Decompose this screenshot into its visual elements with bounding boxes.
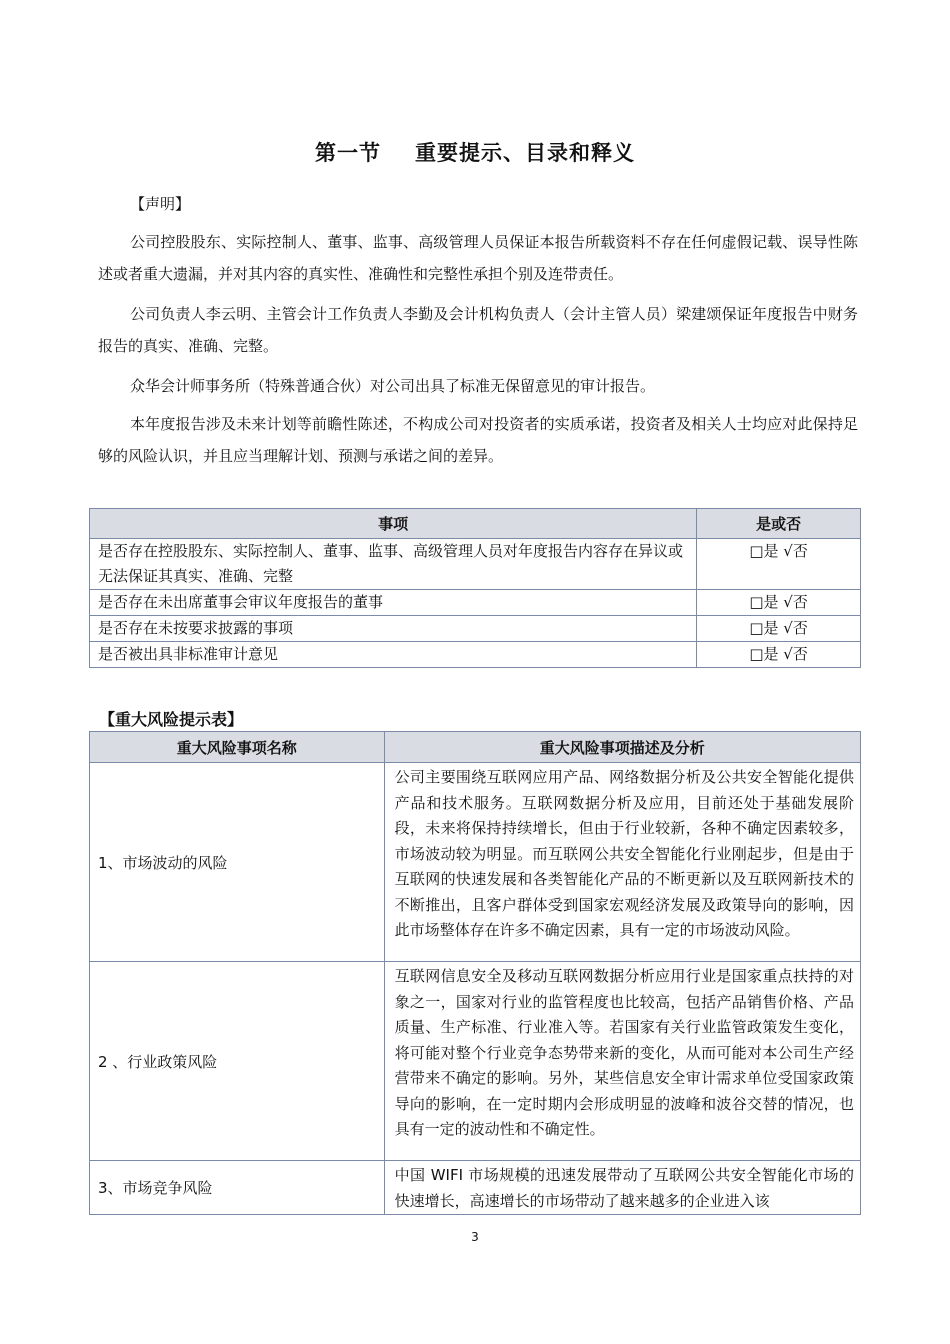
page-number: 3 xyxy=(471,1230,479,1244)
table-row xyxy=(90,962,861,1161)
declaration-paragraph: 本年度报告涉及未来计划等前瞻性陈述，不构成公司对投资者的实质承诺，投资者及相关人士均应对此保持足够的风险认识，并且应当理解计划、预测与承诺之间的差异。 xyxy=(98,415,858,465)
answer-cell: □是 √否 xyxy=(697,590,861,616)
declaration-paragraph: 众华会计师事务所（特殊普通合伙）对公司出具了标准无保留意见的审计报告。 xyxy=(130,377,656,395)
section-number: 第一节 xyxy=(315,141,381,165)
risk-table-heading: 【重大风险提示表】 xyxy=(99,710,244,729)
answer-cell: □是 √否 xyxy=(697,539,861,590)
section-title xyxy=(0,137,950,167)
risk-name-cell: 1、市场波动的风险 xyxy=(90,763,385,962)
column-header-yes-no: 是或否 xyxy=(697,509,861,539)
column-header-risk-description: 重大风险事项描述及分析 xyxy=(384,732,860,763)
risk-name-cell: 3、市场竞争风险 xyxy=(90,1161,385,1215)
risk-description-cell: 公司主要围绕互联网应用产品、网络数据分析及公共安全智能化提供产品和技术服务。互联网数据分析及应用，目前还处于基础发展阶段，未来将保持持续增长，但由于行业较新，各种不确定因素较多，市场波动较为明显。而互联网公共安全智能化行业刚起步，但是由于互联网的快速发展和各类智能化产品的不断更新以及互联网新技术的不断推出，且客户群体受到国家宏观经济发展及政策导向的影响，因此市场整体存在许多不确定因素，具有一定的市场波动风险。 xyxy=(384,763,860,962)
table-row xyxy=(90,539,861,590)
table-row xyxy=(90,642,861,668)
matter-cell: 是否存在未出席董事会审议年度报告的董事 xyxy=(90,590,697,616)
matter-cell: 是否存在控股股东、实际控制人、董事、监事、高级管理人员对年度报告内容存在异议或无法保证其真实、准确、完整 xyxy=(90,539,697,590)
risk-description-cell: 中国 WIFI 市场规模的迅速发展带动了互联网公共安全智能化市场的快速增长，高速增长的市场带动了越来越多的企业进入该 xyxy=(384,1161,860,1215)
table-row xyxy=(90,1161,861,1215)
matter-cell: 是否被出具非标准审计意见 xyxy=(90,642,697,668)
declaration-paragraph: 公司控股股东、实际控制人、董事、监事、高级管理人员保证本报告所载资料不存在任何虚假记载、误导性陈述或者重大遗漏，并对其内容的真实性、准确性和完整性承担个别及连带责任。 xyxy=(98,233,858,283)
declaration-heading: 【声明】 xyxy=(130,195,191,213)
answer-cell: □是 √否 xyxy=(697,642,861,668)
answer-cell: □是 √否 xyxy=(697,616,861,642)
declaration-paragraph: 公司负责人李云明、主管会计工作负责人李勤及会计机构负责人（会计主管人员）梁建颂保证年度报告中财务报告的真实、准确、完整。 xyxy=(98,305,858,355)
table-header-row xyxy=(90,732,861,763)
column-header-risk-name: 重大风险事项名称 xyxy=(90,732,385,763)
table-row xyxy=(90,590,861,616)
matter-cell: 是否存在未按要求披露的事项 xyxy=(90,616,697,642)
risk-table xyxy=(89,731,861,1215)
matters-table xyxy=(89,508,861,668)
table-row xyxy=(90,763,861,962)
table-row xyxy=(90,616,861,642)
column-header-matter: 事项 xyxy=(90,509,697,539)
risk-name-cell: 2 、行业政策风险 xyxy=(90,962,385,1161)
section-name: 重要提示、目录和释义 xyxy=(415,141,635,165)
table-header-row xyxy=(90,509,861,539)
risk-description-cell: 互联网信息安全及移动互联网数据分析应用行业是国家重点扶持的对象之一，国家对行业的监管程度也比较高，包括产品销售价格、产品质量、生产标准、行业准入等。若国家有关行业监管政策发生变化，将可能对整个行业竞争态势带来新的变化，从而可能对本公司生产经营带来不确定的影响。另外，某些信息安全审计需求单位受国家政策导向的影响，在一定时期内会形成明显的波峰和波谷交替的情况，也具有一定的波动性和不确定性。 xyxy=(384,962,860,1161)
